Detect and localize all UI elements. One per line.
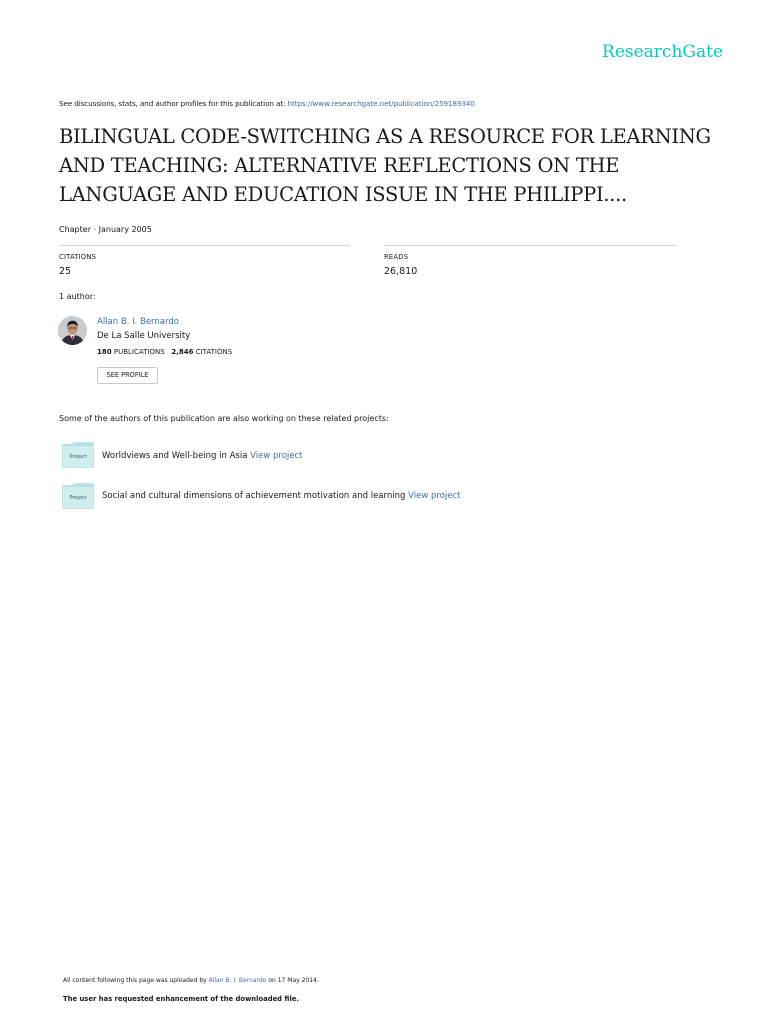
publications-count: 180 (97, 348, 112, 356)
author-citations-label: CITATIONS (195, 348, 233, 356)
view-project-link[interactable]: View project (250, 451, 303, 461)
citations-value: 25 (59, 266, 72, 277)
project-folder-icon (62, 483, 94, 509)
header-line (59, 99, 475, 108)
see-profile-button[interactable]: SEE PROFILE (97, 367, 158, 384)
author-photo-icon (58, 316, 87, 345)
uploader-link[interactable]: Allan B. I. Bernardo (208, 977, 267, 984)
header-intro: See discussions, stats, and author profiles for this publication at: (59, 99, 286, 108)
project-item (102, 491, 460, 501)
author-metrics (97, 348, 232, 356)
upload-suffix: on 17 May 2014. (268, 977, 319, 984)
project-title: Worldviews and Well-being in Asia (102, 451, 248, 461)
related-projects-heading: Some of the authors of this publication are also working on these related projects: (59, 414, 389, 423)
upload-prefix: All content following this page was uploaded by (63, 977, 207, 984)
upload-info (63, 977, 319, 984)
project-item (102, 451, 303, 461)
publications-label: PUBLICATIONS (113, 348, 165, 356)
publication-type-date: Chapter · January 2005 (59, 225, 152, 234)
citations-label: CITATIONS (59, 253, 97, 261)
researchgate-logo: ResearchGate (602, 42, 723, 62)
author-name-link[interactable]: Allan B. I. Bernardo (97, 317, 179, 327)
authors-heading: 1 author: (59, 292, 96, 301)
project-folder-label: Project (69, 454, 87, 460)
reads-label: READS (384, 253, 409, 261)
citations-divider (59, 245, 350, 246)
reads-divider (384, 245, 677, 246)
project-folder-label: Project (69, 495, 87, 501)
reads-value: 26,810 (384, 266, 418, 277)
enhancement-note: The user has requested enhancement of the downloaded file. (63, 995, 299, 1003)
project-folder-icon (62, 442, 94, 468)
publication-title: BILINGUAL CODE-SWITCHING AS A RESOURCE FOR LEARNING AND TEACHING: ALTERNATIVE REFLECTIONS ON THE LANGUAGE AND EDUCATION ISSUE IN THE PHILIPPI.... (59, 125, 711, 206)
view-project-link[interactable]: View project (408, 491, 461, 501)
author-affiliation: De La Salle University (97, 331, 191, 341)
author-citations-count: 2,846 (171, 348, 194, 356)
project-title: Social and cultural dimensions of achievement motivation and learning (102, 491, 406, 501)
author-avatar[interactable] (58, 316, 87, 345)
publication-url-link[interactable]: https://www.researchgate.net/publication/259189340 (287, 99, 475, 108)
